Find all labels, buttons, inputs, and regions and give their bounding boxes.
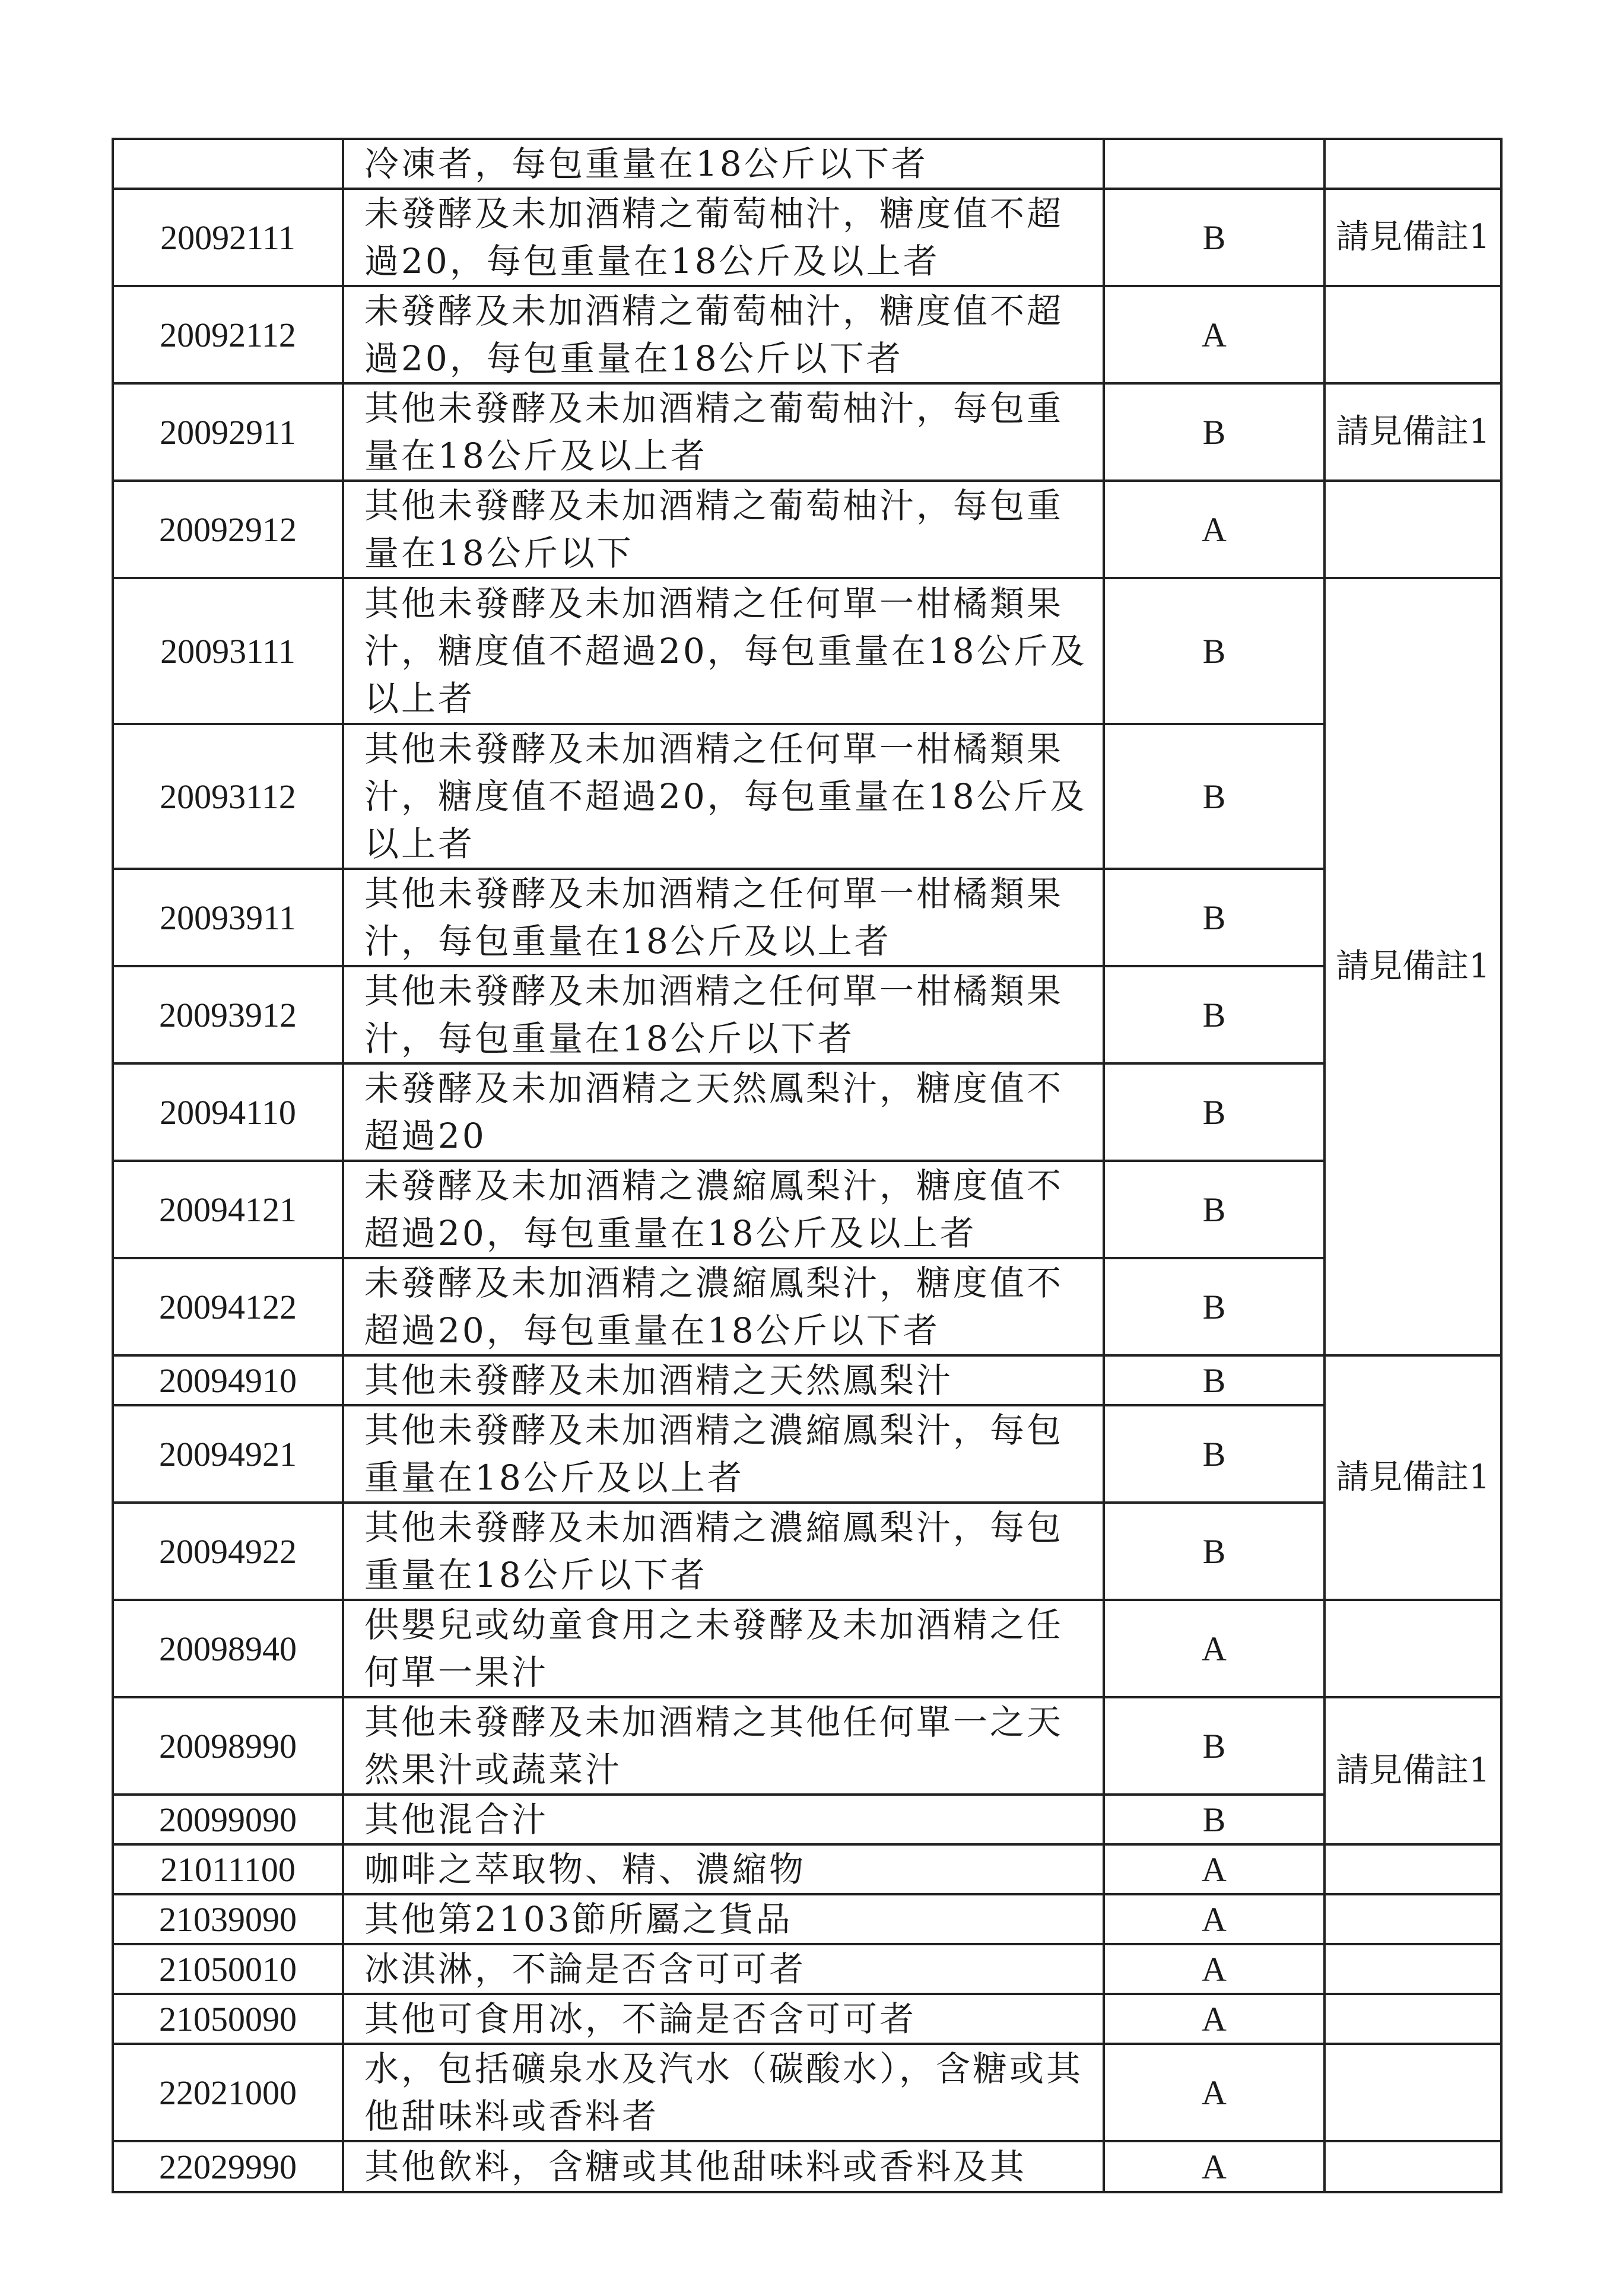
item-description: 其他可食用冰，不論是否含可可者 <box>343 1994 1104 2044</box>
item-description: 其他未發酵及未加酒精之天然鳳梨汁 <box>343 1355 1104 1405</box>
item-description: 咖啡之萃取物、精、濃縮物 <box>343 1844 1104 1894</box>
grade-value: B <box>1104 1697 1325 1795</box>
tariff-code: 20092112 <box>113 286 343 383</box>
table-row <box>113 1894 1501 1944</box>
remark-cell: 請見備註1 <box>1325 1355 1501 1600</box>
item-description: 其他未發酵及未加酒精之任何單一柑橘類果汁，每包重量在18公斤以下者 <box>343 966 1104 1063</box>
item-description: 供嬰兒或幼童食用之未發酵及未加酒精之任何單一果汁 <box>343 1600 1104 1697</box>
table-row <box>113 481 1501 578</box>
tariff-code: 20094110 <box>113 1063 343 1161</box>
item-description: 其他第2103節所屬之貨品 <box>343 1894 1104 1944</box>
grade-value: A <box>1104 1944 1325 1994</box>
table-row <box>113 383 1501 481</box>
remark-cell <box>1325 2044 1501 2141</box>
tariff-code: 20094122 <box>113 1258 343 1355</box>
remark-cell <box>1325 481 1501 578</box>
grade-value: A <box>1104 1994 1325 2044</box>
table-row <box>113 1994 1501 2044</box>
tariff-code: 20092111 <box>113 189 343 286</box>
item-description: 未發酵及未加酒精之葡萄柚汁，糖度值不超過20，每包重量在18公斤及以上者 <box>343 189 1104 286</box>
item-description: 其他飲料，含糖或其他甜味料或香料及其 <box>343 2141 1104 2192</box>
table-row <box>113 869 1501 966</box>
tariff-code: 20093112 <box>113 724 343 869</box>
table-row <box>113 1944 1501 1994</box>
table-row <box>113 189 1501 286</box>
grade-value: B <box>1104 578 1325 724</box>
remark-cell: 請見備註1 <box>1325 383 1501 481</box>
grade-value: B <box>1104 724 1325 869</box>
grade-value: B <box>1104 1063 1325 1161</box>
item-description: 冷凍者，每包重量在18公斤以下者 <box>343 139 1104 189</box>
remark-cell: 請見備註1 <box>1325 189 1501 286</box>
grade-value: B <box>1104 1161 1325 1258</box>
table-row <box>113 966 1501 1063</box>
remark-cell <box>1325 2141 1501 2192</box>
tariff-code <box>113 139 343 189</box>
table-row <box>113 2141 1501 2192</box>
tariff-code: 20094121 <box>113 1161 343 1258</box>
item-description: 其他未發酵及未加酒精之濃縮鳳梨汁，每包重量在18公斤以下者 <box>343 1503 1104 1600</box>
tariff-code: 21050010 <box>113 1944 343 1994</box>
table-row <box>113 1161 1501 1258</box>
tariff-code: 20094921 <box>113 1405 343 1503</box>
tariff-code: 20093912 <box>113 966 343 1063</box>
grade-value <box>1104 139 1325 189</box>
item-description: 未發酵及未加酒精之天然鳳梨汁，糖度值不超過20 <box>343 1063 1104 1161</box>
grade-value: A <box>1104 481 1325 578</box>
remark-cell <box>1325 1844 1501 1894</box>
remark-cell: 請見備註1 <box>1325 1697 1501 1844</box>
grade-value: A <box>1104 1894 1325 1944</box>
grade-value: A <box>1104 1600 1325 1697</box>
remark-cell <box>1325 1994 1501 2044</box>
remark-cell: 請見備註1 <box>1325 578 1501 1355</box>
item-description: 其他未發酵及未加酒精之葡萄柚汁，每包重量在18公斤及以上者 <box>343 383 1104 481</box>
item-description: 其他未發酵及未加酒精之葡萄柚汁，每包重量在18公斤以下 <box>343 481 1104 578</box>
table-row <box>113 1355 1501 1405</box>
remark-cell <box>1325 1894 1501 1944</box>
item-description: 其他未發酵及未加酒精之任何單一柑橘類果汁，糖度值不超過20，每包重量在18公斤及以上者 <box>343 724 1104 869</box>
tariff-code: 20093111 <box>113 578 343 724</box>
remark-cell <box>1325 286 1501 383</box>
table-row <box>113 1503 1501 1600</box>
item-description: 其他未發酵及未加酒精之任何單一柑橘類果汁，每包重量在18公斤及以上者 <box>343 869 1104 966</box>
grade-value: A <box>1104 2141 1325 2192</box>
grade-value: B <box>1104 869 1325 966</box>
item-description: 冰淇淋，不論是否含可可者 <box>343 1944 1104 1994</box>
grade-value: B <box>1104 1795 1325 1844</box>
tariff-code: 21039090 <box>113 1894 343 1944</box>
remark-cell <box>1325 1600 1501 1697</box>
table-row <box>113 1258 1501 1355</box>
tariff-code: 20094910 <box>113 1355 343 1405</box>
grade-value: A <box>1104 2044 1325 2141</box>
table-row <box>113 1697 1501 1795</box>
grade-value: B <box>1104 1258 1325 1355</box>
item-description: 其他未發酵及未加酒精之其他任何單一之天然果汁或蔬菜汁 <box>343 1697 1104 1795</box>
tariff-code: 21050090 <box>113 1994 343 2044</box>
table-row <box>113 1844 1501 1894</box>
tariff-code: 20093911 <box>113 869 343 966</box>
grade-value: A <box>1104 1844 1325 1894</box>
table-row <box>113 1600 1501 1697</box>
remark-cell <box>1325 139 1501 189</box>
item-description: 未發酵及未加酒精之濃縮鳳梨汁，糖度值不超過20，每包重量在18公斤以下者 <box>343 1258 1104 1355</box>
tariff-code: 22029990 <box>113 2141 343 2192</box>
tariff-table <box>112 138 1503 2193</box>
tariff-code: 20092911 <box>113 383 343 481</box>
grade-value: B <box>1104 966 1325 1063</box>
grade-value: B <box>1104 189 1325 286</box>
tariff-code: 20099090 <box>113 1795 343 1844</box>
tariff-code: 20092912 <box>113 481 343 578</box>
tariff-code: 20098940 <box>113 1600 343 1697</box>
tariff-code: 20098990 <box>113 1697 343 1795</box>
grade-value: B <box>1104 1355 1325 1405</box>
item-description: 水，包括礦泉水及汽水（碳酸水），含糖或其他甜味料或香料者 <box>343 2044 1104 2141</box>
table-row <box>113 724 1501 869</box>
item-description: 未發酵及未加酒精之葡萄柚汁，糖度值不超過20，每包重量在18公斤以下者 <box>343 286 1104 383</box>
table-row <box>113 139 1501 189</box>
remark-cell <box>1325 1944 1501 1994</box>
grade-value: B <box>1104 1503 1325 1600</box>
item-description: 其他混合汁 <box>343 1795 1104 1844</box>
tariff-code: 20094922 <box>113 1503 343 1600</box>
item-description: 其他未發酵及未加酒精之任何單一柑橘類果汁，糖度值不超過20，每包重量在18公斤及以上者 <box>343 578 1104 724</box>
grade-value: B <box>1104 383 1325 481</box>
table-row <box>113 578 1501 724</box>
table-row <box>113 1795 1501 1844</box>
tariff-code: 22021000 <box>113 2044 343 2141</box>
table-row <box>113 1405 1501 1503</box>
item-description: 未發酵及未加酒精之濃縮鳳梨汁，糖度值不超過20，每包重量在18公斤及以上者 <box>343 1161 1104 1258</box>
table-row <box>113 1063 1501 1161</box>
table-row <box>113 286 1501 383</box>
grade-value: A <box>1104 286 1325 383</box>
table-row <box>113 2044 1501 2141</box>
grade-value: B <box>1104 1405 1325 1503</box>
item-description: 其他未發酵及未加酒精之濃縮鳳梨汁，每包重量在18公斤及以上者 <box>343 1405 1104 1503</box>
tariff-code: 21011100 <box>113 1844 343 1894</box>
